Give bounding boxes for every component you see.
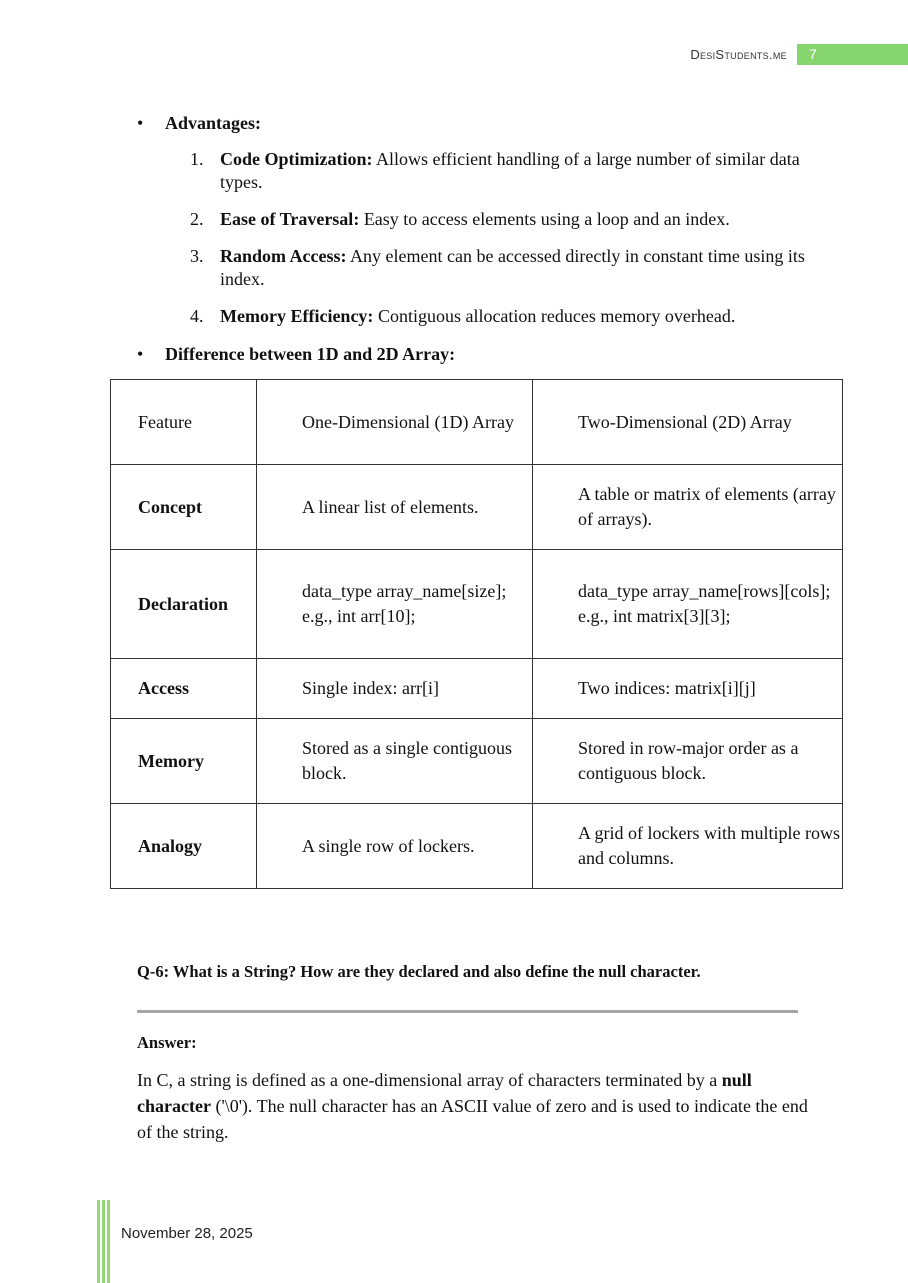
item-text: Contiguous allocation reduces memory overhead. [373, 306, 736, 326]
cell-2d: A table or matrix of elements (array of arrays). [533, 465, 843, 550]
cell-1d: A single row of lockers. [257, 804, 533, 889]
answer-bold-term: null character [137, 1070, 752, 1116]
cell-1d: Stored as a single contiguous block. [257, 719, 533, 804]
table-row [111, 550, 843, 659]
question-heading: Q-6: What is a String? How are they declared and also define the null character. [137, 962, 701, 981]
list-number: 1. [190, 149, 204, 169]
answer-text-part: ('\0'). The null character has an ASCII value of zero and is used to indicate the end of the string. [137, 1096, 808, 1142]
footer-date: November 28, 2025 [121, 1225, 253, 1242]
cell-2d: Two indices: matrix[i][j] [533, 659, 843, 719]
advantages-heading [137, 113, 261, 134]
item-title: Ease of Traversal: [220, 209, 360, 229]
answer-label: Answer: [137, 1033, 197, 1052]
footer-decoration-bars [97, 1200, 111, 1283]
row-feature: Declaration [138, 593, 228, 614]
item-text: Easy to access elements using a loop and an index. [359, 209, 730, 229]
list-item [190, 305, 810, 328]
bullet-icon: • [137, 344, 144, 364]
cell-2d: Stored in row-major order as a contiguous block. [533, 719, 843, 804]
cell-1d: Single index: arr[i] [257, 659, 533, 719]
table-row [111, 659, 843, 719]
list-number: 4. [190, 306, 204, 326]
table-row [111, 804, 843, 889]
row-feature: Memory [138, 750, 204, 771]
row-feature: Concept [138, 496, 202, 517]
item-title: Random Access: [220, 246, 347, 266]
advantages-list [190, 148, 810, 342]
advantages-heading-text: Advantages: [165, 113, 262, 133]
list-item [190, 148, 810, 194]
list-item [190, 245, 810, 291]
item-text: Any element can be accessed directly in constant time using its index. [220, 246, 805, 289]
row-feature: Access [138, 678, 189, 698]
item-title: Code Optimization: [220, 149, 373, 169]
cell-2d: A grid of lockers with multiple rows and columns. [533, 804, 843, 889]
cell-1d: A linear list of elements. [257, 465, 533, 550]
horizontal-divider [137, 1010, 798, 1013]
table-row [111, 465, 843, 550]
page-header [0, 44, 908, 66]
table-row [111, 719, 843, 804]
comparison-table [110, 379, 843, 889]
item-title: Memory Efficiency: [220, 306, 374, 326]
cell-1d: data_type array_name[size]; e.g., int arr[10]; [257, 550, 533, 659]
difference-heading [137, 344, 455, 365]
list-number: 3. [190, 246, 204, 266]
page-number-badge: 7 [797, 44, 908, 65]
answer-text-part: In C, a string is defined as a one-dimensional array of characters terminated by a [137, 1070, 722, 1090]
bullet-icon: • [137, 113, 144, 133]
column-header: Two-Dimensional (2D) Array [533, 380, 843, 465]
list-item [190, 208, 810, 231]
item-text: Allows efficient handling of a large number of similar data types. [220, 149, 800, 192]
list-number: 2. [190, 209, 204, 229]
answer-paragraph [137, 1067, 817, 1145]
column-header: One-Dimensional (1D) Array [257, 380, 533, 465]
cell-2d: data_type array_name[rows][cols]; e.g., int matrix[3][3]; [533, 550, 843, 659]
column-header: Feature [111, 380, 257, 465]
table-header-row [111, 380, 843, 465]
difference-heading-text: Difference between 1D and 2D Array: [165, 344, 456, 364]
row-feature: Analogy [138, 835, 203, 856]
site-name: DesiStudents.me [690, 47, 787, 62]
